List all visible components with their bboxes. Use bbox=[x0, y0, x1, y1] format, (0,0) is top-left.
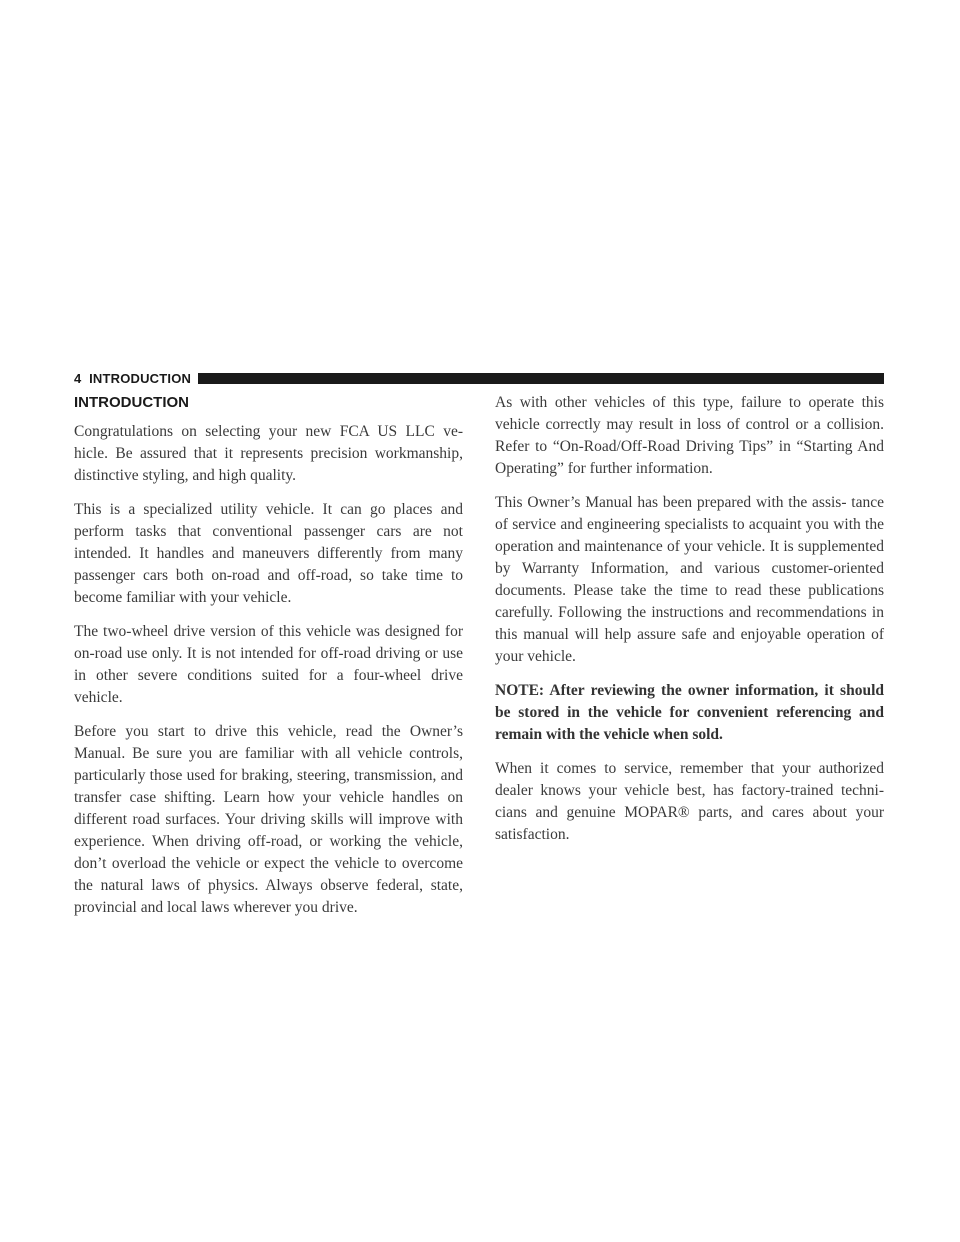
paragraph-loss-of-control: As with other vehicles of this type, failure to operate this vehicle correctly may result in loss of control or a collision. Refer to “On-Road/Off-Road Driving Tips” in “Starting And Operating” for further information. bbox=[495, 394, 884, 477]
section-title: INTRODUCTION bbox=[74, 394, 189, 411]
paragraph-owners-manual: This Owner’s Manual has been prepared with the assis- tance of service and engineering specialists to acquaint you with the operation and maintenance of your vehicle. It is supplemented by Warranty Information, and various customer-oriented documents. Please take the time to read these publications carefully. Following the instructions and recommendations in this manual will help assure safe and enjoyable operation of your vehicle. bbox=[495, 494, 884, 665]
page-header bbox=[74, 371, 884, 385]
paragraph-congratulations: Congratulations on selecting your new FCA US LLC ve- hicle. Be assured that it represents precision workmanship, distinctive styling, and high quality. bbox=[74, 423, 463, 484]
left-column bbox=[74, 392, 463, 931]
paragraph-specialized-vehicle: This is a specialized utility vehicle. It can go places and perform tasks that conventional passenger cars are not intended. It handles and maneuvers differently from many passenger cars both on-road and off-road, so take time to become familiar with your vehicle. bbox=[74, 501, 463, 606]
page-header-label bbox=[74, 371, 191, 386]
note-paragraph: NOTE: After reviewing the owner information, it should be stored in the vehicle for convenient referencing and remain with the vehicle when sold. bbox=[495, 682, 884, 743]
page-number: 4 bbox=[74, 370, 82, 386]
right-column bbox=[495, 392, 884, 858]
header-rule bbox=[198, 373, 884, 384]
header-section-title: INTRODUCTION bbox=[89, 370, 192, 386]
paragraph-service: When it comes to service, remember that your authorized dealer knows your vehicle best, has factory-trained techni- cians and genuine MOPAR® parts, and cares about your satisfaction. bbox=[495, 760, 884, 843]
paragraph-before-driving: Before you start to drive this vehicle, read the Owner’s Manual. Be sure you are familiar with all vehicle controls, particularly those used for braking, steering, transmission, and transfer case shifting. Learn how your vehicle handles on different road surfaces. Your driving skills will improve with experience. When driving off-road, or working the vehicle, don’t overload the vehicle or expect the vehicle to overcome the natural laws of physics. Always observe federal, state, provincial and local laws wherever you drive. bbox=[74, 723, 463, 916]
paragraph-two-wheel-drive: The two-wheel drive version of this vehicle was designed for on-road use only. It is not intended for off-road driving or use in other severe conditions suited for a four-wheel drive vehicle. bbox=[74, 623, 463, 706]
